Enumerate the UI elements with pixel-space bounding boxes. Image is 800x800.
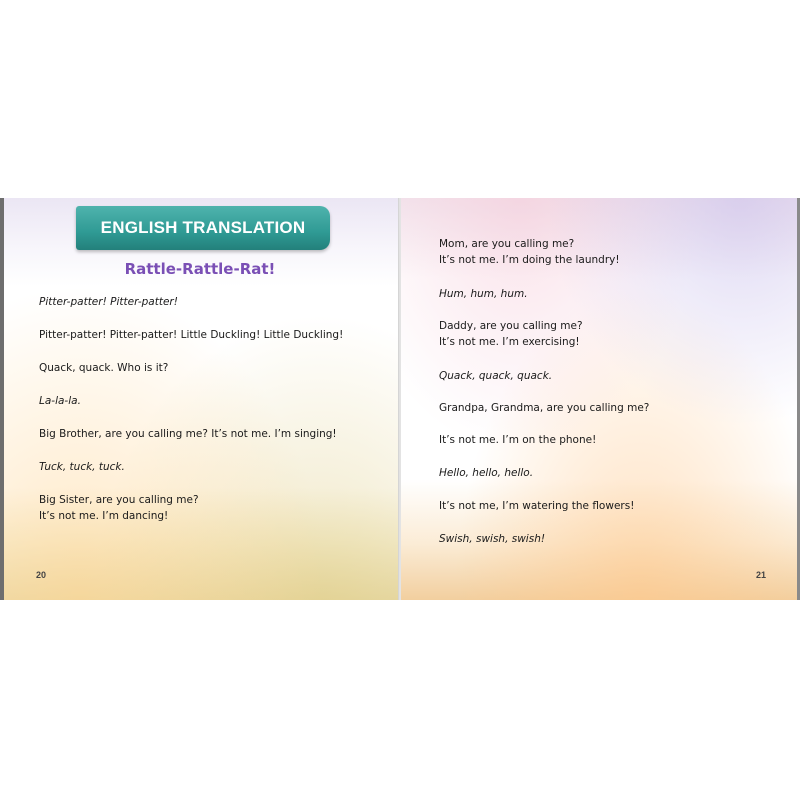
text-line: La-la-la. (39, 395, 81, 407)
text-line: Hello, hello, hello. (439, 467, 534, 479)
text-line: It’s not me. I’m exercising! (439, 336, 580, 348)
book-spread (0, 198, 800, 600)
text-line: Quack, quack, quack. (439, 370, 553, 382)
text-line: It’s not me, I’m watering the flowers! (439, 500, 635, 512)
story-title: Rattle-Rattle-Rat! (124, 260, 276, 278)
text-line: It’s not me. I’m dancing! (39, 510, 169, 522)
text-line: Quack, quack. Who is it? (39, 362, 169, 374)
left-page (0, 198, 400, 600)
text-line: It’s not me. I’m doing the laundry! (439, 254, 620, 266)
text-line: Hum, hum, hum. (439, 288, 528, 300)
text-line: Big Sister, are you calling me? (39, 494, 199, 506)
right-page (401, 198, 800, 600)
page-edge (0, 198, 4, 600)
text-line: Mom, are you calling me? (439, 238, 575, 250)
text-line: Daddy, are you calling me? (439, 320, 583, 332)
header-banner: ENGLISH TRANSLATION (76, 206, 330, 250)
page-number: 21 (756, 570, 767, 580)
text-line: Big Brother, are you calling me? It’s not me. I’m singing! (39, 428, 337, 440)
text-line: Grandpa, Grandma, are you calling me? (439, 402, 650, 414)
text-line: Swish, swish, swish! (439, 533, 546, 545)
text-line: Pitter-patter! Pitter-patter! (39, 296, 178, 308)
text-line: It’s not me. I’m on the phone! (439, 434, 597, 446)
text-line: Tuck, tuck, tuck. (39, 461, 125, 473)
page-number: 20 (36, 570, 47, 580)
text-line: Pitter-patter! Pitter-patter! Little Duckling! Little Duckling! (39, 329, 344, 341)
